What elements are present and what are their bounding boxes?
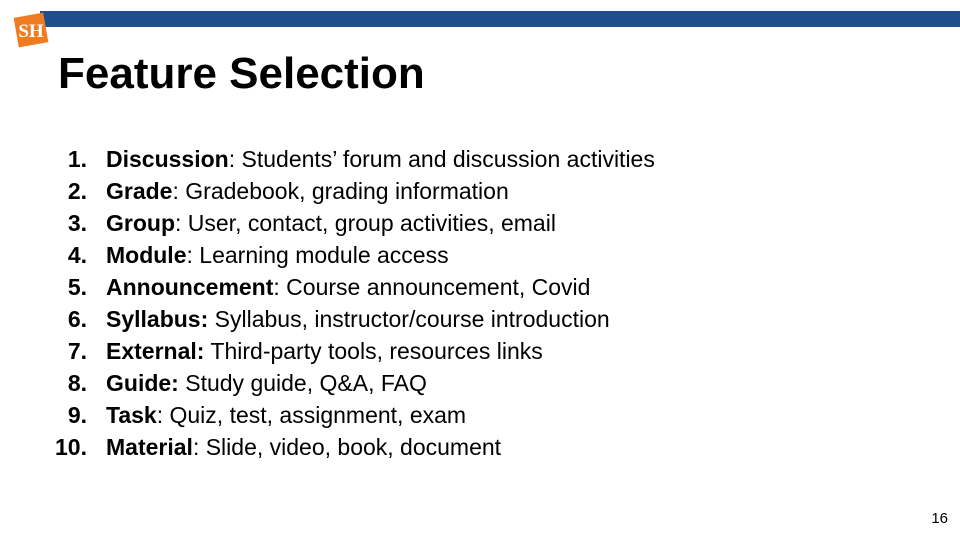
feature-description: Course announcement, Covid <box>279 274 591 300</box>
feature-name: Group <box>106 210 175 236</box>
feature-number: 5. <box>67 274 87 300</box>
feature-text <box>106 367 427 399</box>
feature-separator: : <box>175 210 182 236</box>
feature-description: Study guide, Q&A, FAQ <box>178 370 427 396</box>
feature-name: Task <box>106 402 157 428</box>
feature-text <box>106 303 610 335</box>
feature-number: 1. <box>67 146 87 172</box>
feature-description: Learning module access <box>192 242 449 268</box>
feature-description: Slide, video, book, document <box>199 434 502 460</box>
feature-text <box>106 143 655 175</box>
slide-title: Feature Selection <box>58 49 425 98</box>
feature-separator: : <box>192 434 200 460</box>
feature-description: Students’ forum and discussion activities <box>235 146 655 172</box>
feature-text <box>106 271 590 303</box>
header-bar <box>40 11 960 27</box>
feature-separator: : <box>172 178 179 204</box>
feature-number: 3. <box>67 210 87 236</box>
feature-separator: : <box>273 274 280 300</box>
feature-description: Gradebook, grading information <box>178 178 509 204</box>
feature-text <box>106 335 543 367</box>
feature-text <box>106 399 466 431</box>
feature-text <box>106 207 556 239</box>
feature-description: Quiz, test, assignment, exam <box>163 402 467 428</box>
feature-number: 6. <box>67 306 87 332</box>
feature-text <box>106 175 509 207</box>
feature-description: Third-party tools, resources links <box>204 338 543 364</box>
feature-number: 4. <box>67 242 87 268</box>
feature-name: Grade <box>106 178 173 204</box>
sh-logo <box>12 11 50 49</box>
feature-description: Syllabus, instructor/course introduction <box>208 306 610 332</box>
feature-name: Guide: <box>106 370 179 396</box>
feature-number: 9. <box>67 402 87 428</box>
feature-name: Module <box>106 242 187 268</box>
feature-number: 8. <box>67 370 87 396</box>
feature-name: Announcement <box>106 274 274 300</box>
feature-name: External: <box>106 338 205 364</box>
feature-name: Material <box>106 434 193 460</box>
feature-description: User, contact, group activities, email <box>181 210 556 236</box>
feature-number: 2. <box>67 178 87 204</box>
feature-text <box>106 239 449 271</box>
feature-number: 7. <box>67 338 87 364</box>
feature-separator: : <box>186 242 193 268</box>
feature-name: Syllabus: <box>106 306 209 332</box>
feature-separator: : <box>156 402 164 428</box>
feature-number: 10. <box>55 434 87 460</box>
feature-separator: : <box>228 146 236 172</box>
feature-name: Discussion <box>106 146 229 172</box>
feature-text <box>106 431 501 463</box>
slide-number: 16 <box>931 510 948 527</box>
logo-text: SH <box>18 21 44 42</box>
